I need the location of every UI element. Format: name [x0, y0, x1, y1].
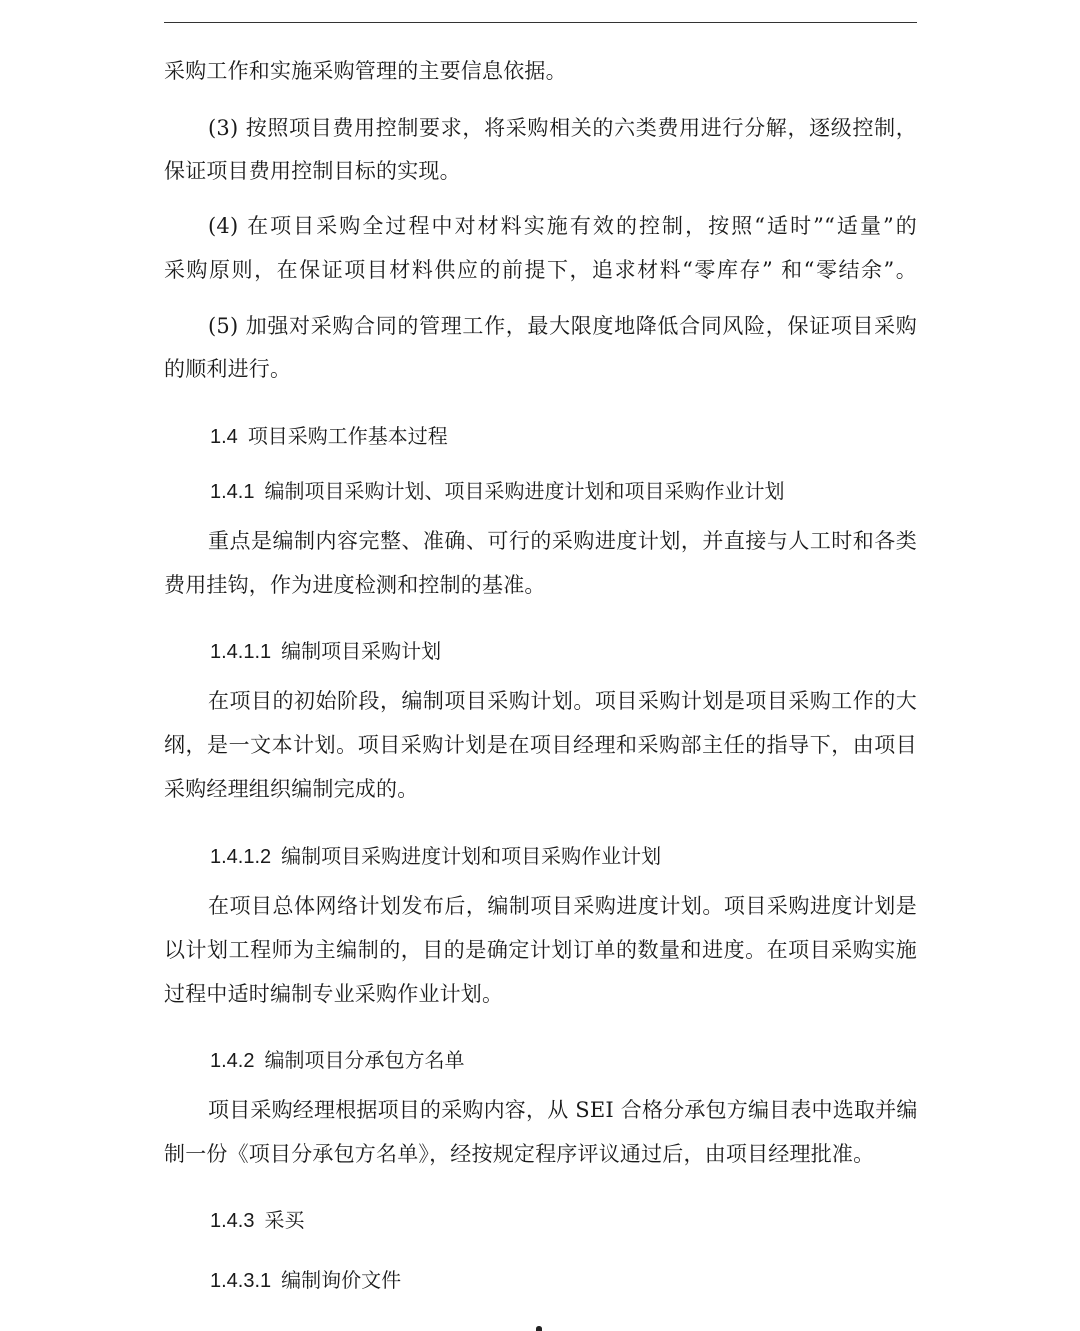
- section-title: 编制项目采购计划、项目采购进度计划和项目采购作业计划: [264, 479, 785, 503]
- section-heading-1-4-3-1: [210, 1266, 401, 1295]
- section-title: 编制询价文件: [281, 1268, 402, 1292]
- section-number: 1.4.3.1: [210, 1270, 272, 1292]
- list-item-4-line-2: 采购原则，在保证项目材料供应的前提下，追求材料“零库存” 和“零结余”。: [164, 258, 917, 282]
- list-item-3-line-2: 保证项目费用控制目标的实现。: [164, 159, 461, 183]
- section-title: 编制项目采购进度计划和项目采购作业计划: [281, 844, 662, 868]
- list-item-4-line-1: (4) 在项目采购全过程中对材料实施有效的控制，按照“适时”“适量”的: [208, 214, 917, 238]
- section-number: 1.4.3: [210, 1210, 255, 1232]
- section-heading-1-4: [210, 422, 448, 451]
- paragraph-1-4-2-line-1: 项目采购经理根据项目的采购内容，从 SEI 合格分承包方编目表中选取并编: [208, 1098, 918, 1122]
- section-title: 采买: [264, 1208, 305, 1232]
- section-number: 1.4.1.2: [210, 846, 272, 868]
- list-item-5-line-1: (5) 加强对采购合同的管理工作，最大限度地降低合同风险，保证项目采购: [208, 314, 917, 338]
- paragraph-1-4-1-line-1: 重点是编制内容完整、准确、可行的采购进度计划，并直接与人工时和各类: [208, 529, 917, 553]
- paragraph-1-4-1-1-line-2: 纲，是一文本计划。项目采购计划是在项目经理和采购部主任的指导下，由项目: [164, 733, 917, 757]
- list-item-5-line-2: 的顺利进行。: [164, 357, 292, 381]
- section-number: 1.4.1: [210, 481, 255, 503]
- paragraph-1-4-1-line-2: 费用挂钩，作为进度检测和控制的基准。: [164, 573, 546, 597]
- page-number-fragment: [536, 1326, 542, 1331]
- paragraph-1-4-1-1-line-3: 采购经理组织编制完成的。: [164, 777, 419, 801]
- section-heading-1-4-1-2: [210, 842, 661, 871]
- section-number: 1.4.1.1: [210, 641, 272, 663]
- section-heading-1-4-1: [210, 477, 784, 506]
- paragraph-1-4-1-1-line-1: 在项目的初始阶段，编制项目采购计划。项目采购计划是项目采购工作的大: [208, 689, 917, 713]
- paragraph-1-4-1-2-line-3: 过程中适时编制专业采购作业计划。: [164, 982, 504, 1006]
- paragraph-1-4-1-2-line-1: 在项目总体网络计划发布后，编制项目采购进度计划。项目采购进度计划是: [208, 894, 917, 918]
- section-heading-1-4-2: [210, 1046, 464, 1075]
- section-number: 1.4: [210, 426, 238, 448]
- paragraph-1-4-1-2-line-2: 以计划工程师为主编制的，目的是确定计划订单的数量和进度。在项目采购实施: [164, 938, 917, 962]
- body-text-line: 采购工作和实施采购管理的主要信息依据。: [164, 59, 567, 83]
- section-title: 项目采购工作基本过程: [247, 424, 448, 448]
- section-title: 编制项目分承包方名单: [264, 1048, 465, 1072]
- list-item-3-line-1: (3) 按照项目费用控制要求，将采购相关的六类费用进行分解，逐级控制，: [208, 116, 917, 140]
- section-heading-1-4-3: [210, 1206, 304, 1235]
- section-heading-1-4-1-1: [210, 637, 441, 666]
- section-title: 编制项目采购计划: [281, 639, 442, 663]
- header-rule: [164, 22, 917, 23]
- section-number: 1.4.2: [210, 1050, 255, 1072]
- paragraph-1-4-2-line-2: 制一份《项目分承包方名单》，经按规定程序评议通过后，由项目经理批准。: [164, 1142, 875, 1166]
